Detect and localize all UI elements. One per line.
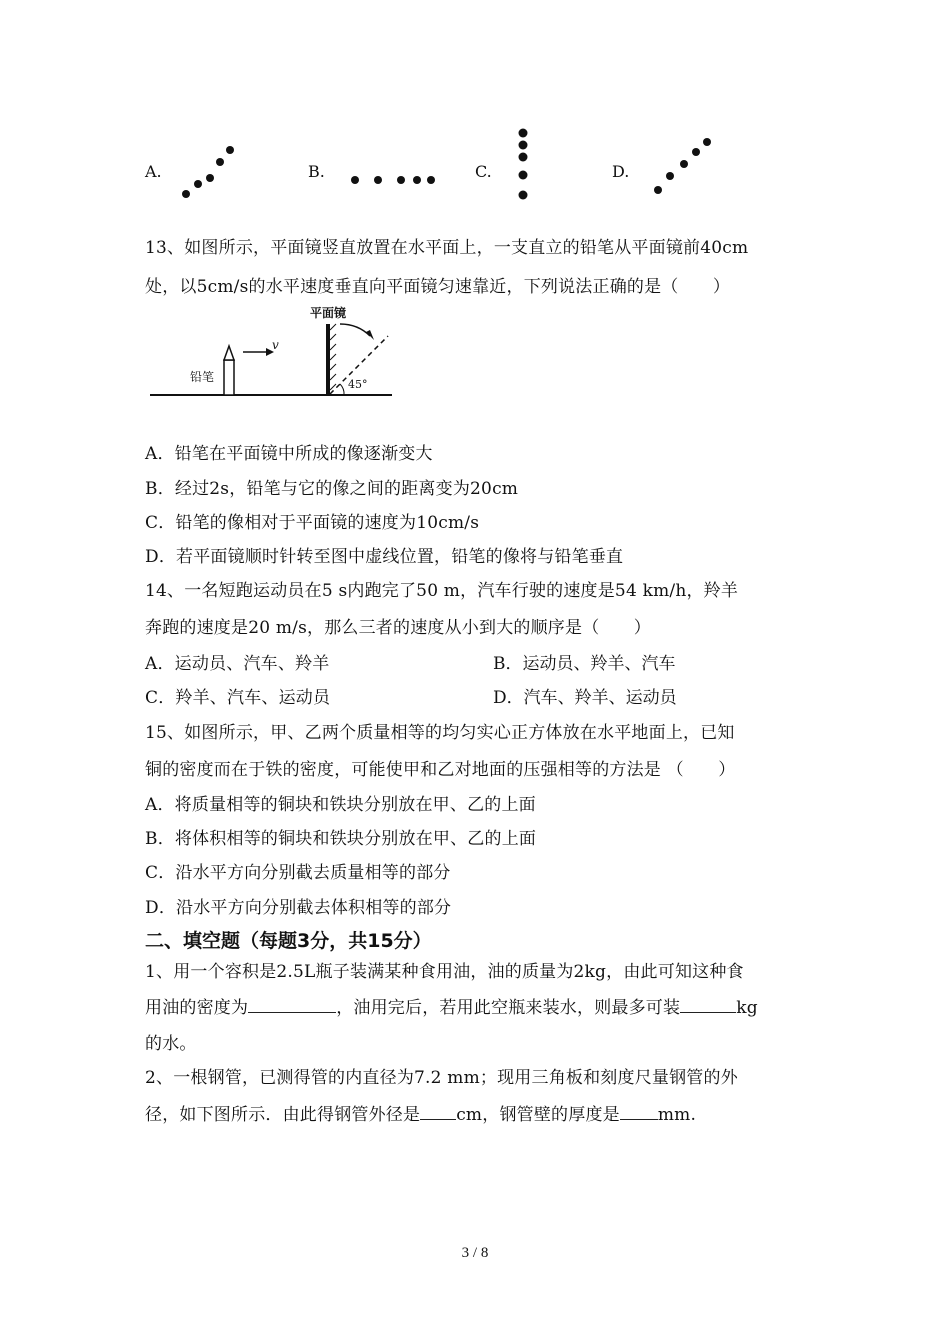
- fill1-line2: [145, 993, 758, 1018]
- q12-option-a-dots: [178, 140, 248, 202]
- fill1-line3: 的水。: [145, 1034, 197, 1054]
- fill1-text-c: kg: [736, 998, 758, 1018]
- q14-stem-line2: 奔跑的速度是20 m/s，那么三者的速度从小到大的顺序是（ ）: [145, 618, 652, 638]
- q14-stem-line1: 14、一名短跑运动员在5 s内跑完了50 m，汽车行驶的速度是54 km/h，羚羊: [145, 581, 739, 601]
- fill1-line1: 1、用一个容积是2.5L瓶子装满某种食用油，油的质量为2kg，由此可知这种食: [145, 962, 744, 982]
- velocity-label: v: [272, 338, 279, 352]
- fill2-blank-2[interactable]: [620, 1105, 658, 1120]
- q13-option-c: C．铅笔的像相对于平面镜的速度为10cm/s: [145, 513, 480, 533]
- q13-stem-line2: 处，以5cm/s的水平速度垂直向平面镜匀速靠近，下列说法正确的是（ ）: [145, 277, 731, 297]
- q15-stem-line2: 铜的密度而在于铁的密度，可能使甲和乙对地面的压强相等的方法是 （ ）: [145, 760, 736, 780]
- q12-option-d-dots: [648, 134, 718, 198]
- q12-option-c-dots: [510, 125, 536, 203]
- q14-option-b: B．运动员、羚羊、汽车: [493, 654, 676, 674]
- q15-option-a: A．将质量相等的铜块和铁块分别放在甲、乙的上面: [145, 795, 536, 815]
- mirror-label: 平面镜: [310, 306, 347, 320]
- fill2-text-a: 径，如下图所示．由此得钢管外径是: [145, 1105, 421, 1125]
- q12-option-b-dots: [345, 170, 445, 190]
- q13-stem-line1: 13、如图所示，平面镜竖直放置在水平面上，一支直立的铅笔从平面镜前40cm: [145, 238, 749, 258]
- q14-option-a: A．运动员、汽车、羚羊: [145, 654, 330, 674]
- q14-option-d: D．汽车、羚羊、运动员: [493, 688, 677, 708]
- pencil-label: 铅笔: [190, 370, 215, 384]
- q13-option-a: A．铅笔在平面镜中所成的像逐渐变大: [145, 444, 433, 464]
- fill1-text-a: 用油的密度为: [145, 998, 249, 1018]
- q15-option-c: C．沿水平方向分别截去质量相等的部分: [145, 863, 451, 883]
- q15-option-d: D．沿水平方向分别截去体积相等的部分: [145, 898, 452, 918]
- q12-option-b-label: B.: [308, 162, 325, 181]
- fill2-text-c: mm.: [657, 1105, 697, 1125]
- section-fill-blank-title: 二、填空题（每题3分，共15分）: [145, 930, 432, 952]
- fill1-blank-2[interactable]: [680, 998, 736, 1013]
- fill1-text-b: ，油用完后，若用此空瓶来装水，则最多可装: [336, 998, 681, 1018]
- angle-label: 45°: [348, 378, 368, 391]
- fill1-blank-1[interactable]: [248, 998, 336, 1013]
- fill2-text-b: cm，钢管壁的厚度是: [456, 1105, 620, 1125]
- q12-option-c-label: C.: [475, 162, 492, 181]
- q15-stem-line1: 15、如图所示，甲、乙两个质量相等的均匀实心正方体放在水平地面上，已知: [145, 723, 735, 743]
- q14-option-c: C．羚羊、汽车、运动员: [145, 688, 331, 708]
- q13-option-d: D．若平面镜顺时针转至图中虚线位置，铅笔的像将与铅笔垂直: [145, 547, 624, 567]
- q15-option-b: B．将体积相等的铜块和铁块分别放在甲、乙的上面: [145, 829, 537, 849]
- q13-option-b: B．经过2s，铅笔与它的像之间的距离变为20cm: [145, 479, 519, 499]
- fill2-blank-1[interactable]: [420, 1105, 456, 1120]
- q12-option-a-label: A.: [145, 162, 162, 181]
- q12-option-d-label: D.: [612, 162, 630, 181]
- fill2-line2: [145, 1100, 696, 1125]
- page-number: 3 / 8: [461, 1245, 489, 1261]
- fill2-line1: 2、一根钢管，已测得管的内直径为7.2 mm；现用三角板和刻度尺量钢管的外: [145, 1068, 738, 1088]
